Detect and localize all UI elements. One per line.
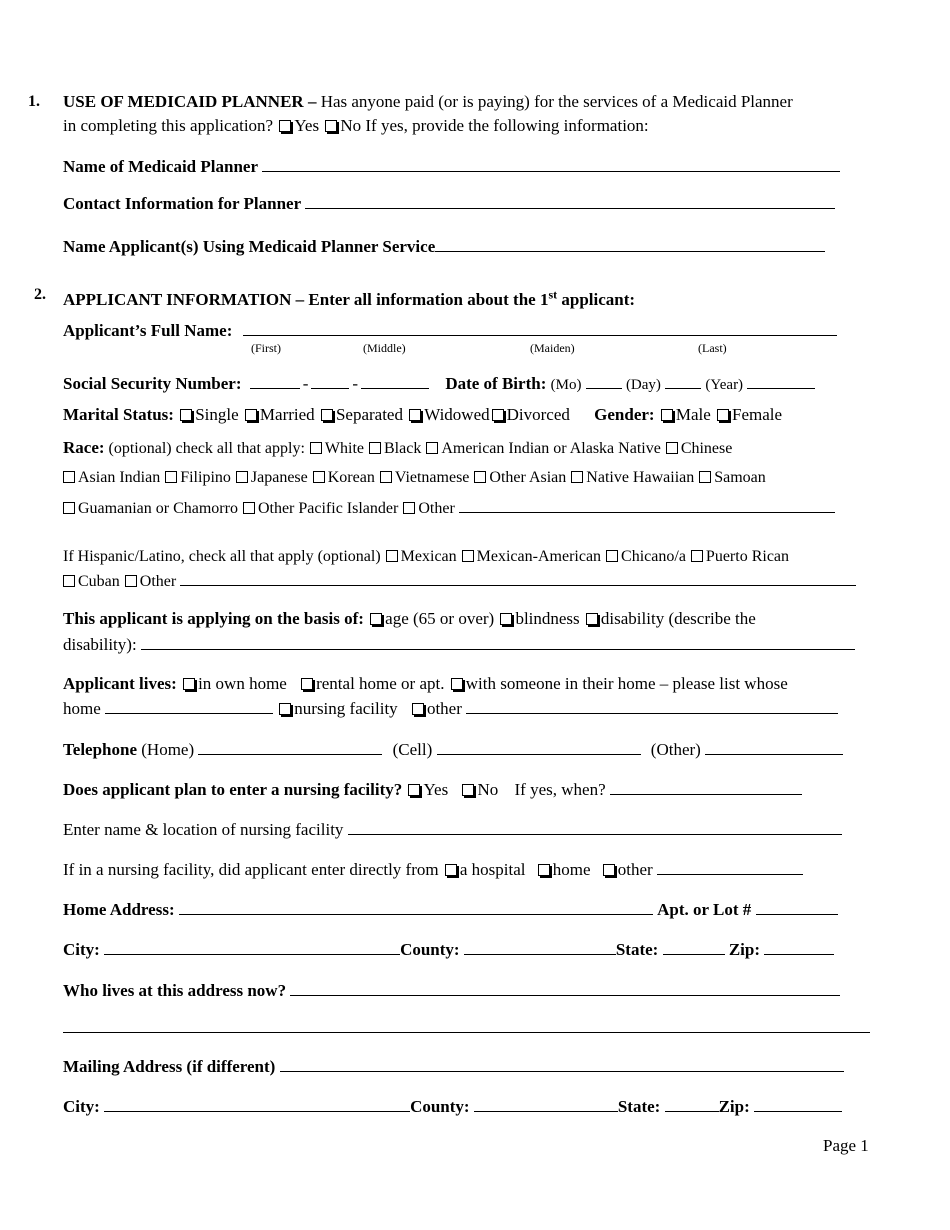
gender-male-checkbox[interactable] [661, 409, 673, 421]
basis-row: This applicant is applying on the basis of: age (65 or over) blindness disability (describe the [63, 609, 756, 628]
race-black-checkbox[interactable] [369, 442, 381, 454]
ssn-part3-field[interactable] [361, 373, 429, 389]
county-field[interactable] [464, 939, 616, 955]
planner-name-row: Name of Medicaid Planner [63, 156, 873, 177]
race-filipino-checkbox[interactable] [165, 471, 177, 483]
marital-divorced-checkbox[interactable] [492, 409, 504, 421]
disability-description-field[interactable] [141, 634, 855, 650]
hispanic-row-1: If Hispanic/Latino, check all that apply (optional) Mexican Mexican-American Chicano/a Puerto Rican [63, 548, 790, 565]
race-white-checkbox[interactable] [310, 442, 322, 454]
lives-other-checkbox[interactable] [412, 703, 424, 715]
race-other-asian-checkbox[interactable] [474, 471, 486, 483]
race-row-2: Asian Indian Filipino Japanese Korean Vietnamese Other Asian Native Hawaiian Samoan [63, 468, 873, 488]
lives-whose-home-field[interactable] [105, 698, 273, 714]
race-native-hawaiian-checkbox[interactable] [571, 471, 583, 483]
mailing-city-row: City: County: State: Zip: [63, 1096, 873, 1117]
maiden-name-label: (Maiden) [530, 341, 575, 355]
gender-female-checkbox[interactable] [717, 409, 729, 421]
hispanic-mexican-checkbox[interactable] [386, 550, 398, 562]
hispanic-other-checkbox[interactable] [125, 575, 137, 587]
page-number: Page 1 [823, 1136, 869, 1155]
lives-with-someone-checkbox[interactable] [451, 678, 463, 690]
last-name-label: (Last) [698, 341, 727, 355]
entered-hospital-checkbox[interactable] [445, 864, 457, 876]
city-row: City: County: State: Zip: [63, 939, 873, 960]
marital-gender-row: Marital Status: Single Married Separated Widowed Divorced Gender: Male Female [63, 405, 783, 424]
zip-field[interactable] [764, 939, 834, 955]
who-lives-field-continued[interactable] [63, 1017, 870, 1033]
race-american-indian-checkbox[interactable] [426, 442, 438, 454]
race-korean-checkbox[interactable] [313, 471, 325, 483]
hispanic-row-2: Cuban Other [63, 570, 873, 592]
entered-home-checkbox[interactable] [538, 864, 550, 876]
race-japanese-checkbox[interactable] [236, 471, 248, 483]
state-field[interactable] [663, 939, 725, 955]
dob-month-field[interactable] [586, 373, 622, 389]
marital-separated-checkbox[interactable] [321, 409, 333, 421]
nursing-entered-row: If in a nursing facility, did applicant enter directly from a hospital home other [63, 859, 873, 880]
telephone-cell-field[interactable] [437, 739, 641, 755]
ssn-dob-row: Social Security Number: - - Date of Birth: (Mo) (Day) (Year) [63, 373, 873, 395]
basis-disability-row: disability): [63, 634, 873, 655]
mailing-address-field[interactable] [280, 1056, 844, 1072]
planner-contact-field[interactable] [305, 193, 835, 209]
nursing-plan-when-field[interactable] [610, 779, 802, 795]
dob-day-field[interactable] [665, 373, 701, 389]
race-row-1: Race: (optional) check all that apply: White Black American Indian or Alaska Native Chinese [63, 438, 733, 457]
ssn-part1-field[interactable] [250, 373, 300, 389]
basis-blindness-checkbox[interactable] [500, 613, 512, 625]
marital-single-checkbox[interactable] [180, 409, 192, 421]
planner-applicants-row: Name Applicant(s) Using Medicaid Planner Service [63, 236, 873, 257]
section-heading: APPLICANT INFORMATION – Enter all information about the 1st applicant: [63, 287, 636, 309]
lives-own-home-checkbox[interactable] [183, 678, 195, 690]
nursing-plan-yes-checkbox[interactable] [408, 784, 420, 796]
telephone-home-field[interactable] [198, 739, 382, 755]
hispanic-mexican-american-checkbox[interactable] [462, 550, 474, 562]
home-address-row: Home Address: Apt. or Lot # [63, 899, 873, 920]
hispanic-chicano-checkbox[interactable] [606, 550, 618, 562]
planner-no-checkbox[interactable] [325, 120, 337, 132]
full-name-field[interactable] [243, 320, 837, 336]
first-name-label: (First) [251, 341, 281, 355]
planner-yes-checkbox[interactable] [279, 120, 291, 132]
entered-other-field[interactable] [657, 859, 803, 875]
marital-married-checkbox[interactable] [245, 409, 257, 421]
who-lives-field[interactable] [290, 980, 840, 996]
lives-other-field[interactable] [466, 698, 838, 714]
race-other-pacific-islander-checkbox[interactable] [243, 502, 255, 514]
ssn-part2-field[interactable] [311, 373, 349, 389]
mailing-county-field[interactable] [474, 1096, 618, 1112]
entered-other-checkbox[interactable] [603, 864, 615, 876]
section-number: 1. [28, 93, 40, 110]
medicaid-planner-question: USE OF MEDICAID PLANNER – Has anyone paid (or is paying) for the services of a Medicaid Planner [63, 92, 793, 111]
lives-row-2: home nursing facility other [63, 698, 873, 719]
race-vietnamese-checkbox[interactable] [380, 471, 392, 483]
race-chinese-checkbox[interactable] [666, 442, 678, 454]
who-lives-row: Who lives at this address now? [63, 980, 873, 1001]
medicaid-planner-answer: in completing this application? Yes No If yes, provide the following information: [63, 116, 649, 135]
race-other-field[interactable] [459, 497, 835, 513]
race-row-3: Guamanian or Chamorro Other Pacific Islander Other [63, 497, 873, 519]
nursing-plan-no-checkbox[interactable] [462, 784, 474, 796]
planner-name-field[interactable] [262, 156, 840, 172]
telephone-row: Telephone (Home) (Cell) (Other) [63, 739, 873, 760]
basis-age-checkbox[interactable] [370, 613, 382, 625]
middle-name-label: (Middle) [363, 341, 406, 355]
apt-lot-field[interactable] [756, 899, 838, 915]
hispanic-other-field[interactable] [180, 570, 856, 586]
mailing-city-field[interactable] [104, 1096, 410, 1112]
basis-disability-checkbox[interactable] [586, 613, 598, 625]
who-lives-row-2 [63, 1017, 873, 1038]
lives-row: Applicant lives: in own home rental home or apt. with someone in their home – please list whose [63, 674, 788, 693]
planner-applicants-field[interactable] [435, 236, 825, 252]
race-other-checkbox[interactable] [403, 502, 415, 514]
telephone-other-field[interactable] [705, 739, 843, 755]
race-samoan-checkbox[interactable] [699, 471, 711, 483]
mailing-zip-field[interactable] [754, 1096, 842, 1112]
mailing-state-field[interactable] [665, 1096, 719, 1112]
section-number: 2. [34, 286, 46, 303]
mailing-address-row: Mailing Address (if different) [63, 1056, 873, 1077]
race-guamanian-checkbox[interactable] [63, 502, 75, 514]
hispanic-puerto-rican-checkbox[interactable] [691, 550, 703, 562]
section-title: USE OF MEDICAID PLANNER – [63, 92, 317, 111]
lives-rental-checkbox[interactable] [301, 678, 313, 690]
marital-widowed-checkbox[interactable] [409, 409, 421, 421]
dob-year-field[interactable] [747, 373, 815, 389]
planner-contact-row: Contact Information for Planner [63, 193, 873, 214]
home-address-field[interactable] [179, 899, 653, 915]
nursing-facility-name-field[interactable] [348, 819, 842, 835]
nursing-name-row: Enter name & location of nursing facility [63, 819, 873, 840]
nursing-plan-row: Does applicant plan to enter a nursing facility? Yes No If yes, when? [63, 779, 873, 800]
full-name-row: Applicant’s Full Name: [63, 320, 873, 341]
race-asian-indian-checkbox[interactable] [63, 471, 75, 483]
city-field[interactable] [104, 939, 400, 955]
hispanic-cuban-checkbox[interactable] [63, 575, 75, 587]
lives-nursing-facility-checkbox[interactable] [279, 703, 291, 715]
